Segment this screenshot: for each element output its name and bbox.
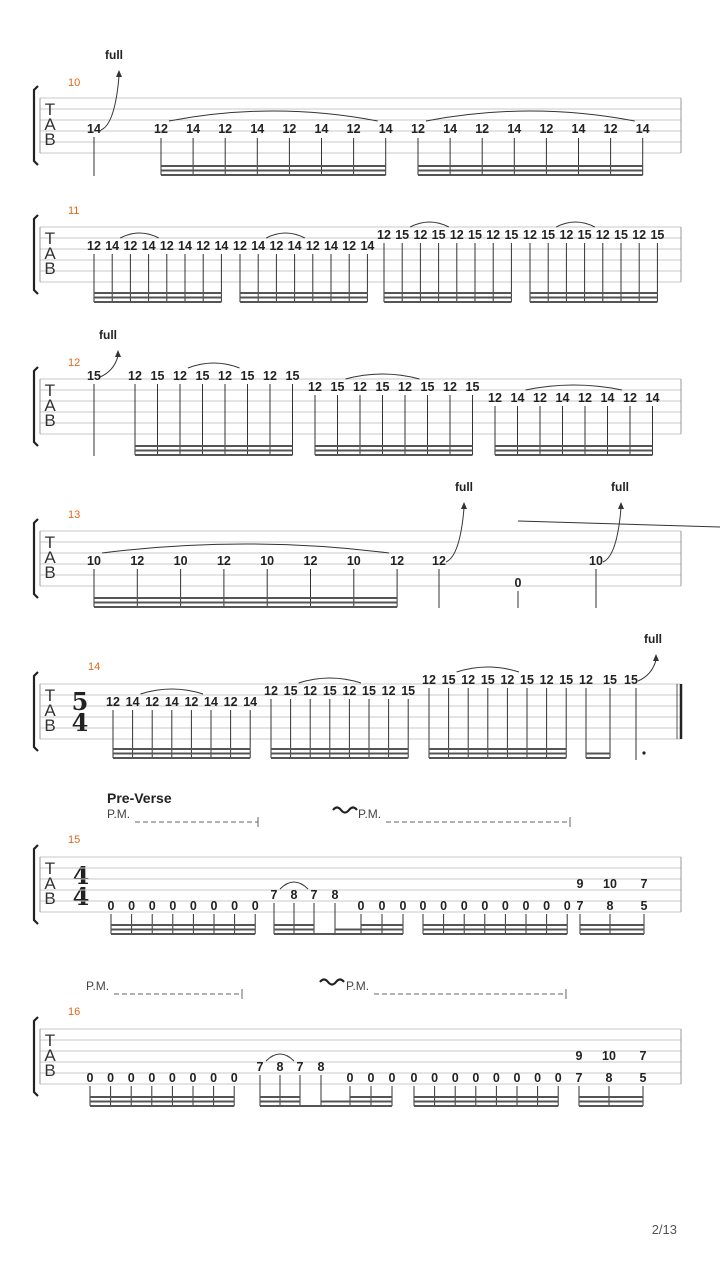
fret-number: 12 [390, 554, 405, 568]
fret-number: 0 [388, 1071, 396, 1085]
fret-number: 12 [449, 228, 464, 242]
measure-number: 12 [68, 357, 81, 369]
fret-number: 14 [635, 122, 650, 136]
fret-number: 0 [357, 899, 365, 913]
palm-mute-label: P.M. [107, 807, 131, 821]
fret-number: 12 [173, 369, 187, 383]
fret-number: 14 [510, 391, 525, 405]
palm-mute-label: P.M. [346, 979, 370, 993]
fret-number: 15 [322, 684, 337, 698]
fret-number: 15 [362, 684, 376, 698]
time-sig-bottom: 4 [72, 882, 90, 911]
bend-arrow [653, 654, 659, 661]
fret-number: 12 [539, 122, 554, 136]
fret-number: 14 [555, 391, 570, 405]
fret-number: 0 [189, 1071, 197, 1085]
system-bracket [34, 215, 38, 294]
fret-number: 0 [514, 576, 522, 590]
fret-number: 15 [375, 380, 390, 394]
fret-number: 0 [419, 899, 427, 913]
time-sig-top: 4 [72, 861, 90, 890]
vibrato-mark [320, 980, 344, 985]
fret-number: 12 [413, 228, 428, 242]
fret-number: 14 [645, 391, 660, 405]
fret-number: 12 [346, 122, 361, 136]
fret-number: 15 [283, 684, 298, 698]
tab-clef-letter: B [44, 130, 56, 149]
fret-number: 15 [431, 228, 446, 242]
measure-number: 14 [88, 661, 101, 673]
fret-number: 12 [218, 369, 232, 383]
fret-number: 0 [492, 1071, 500, 1085]
slur [141, 689, 203, 694]
fret-number: 14 [324, 239, 338, 253]
fret-number: 15 [87, 369, 101, 383]
system-bracket [34, 1017, 38, 1096]
system-bracket [34, 519, 38, 598]
fret-number: 0 [128, 899, 136, 913]
slur [266, 233, 305, 238]
tab-clef-letter: A [44, 701, 56, 720]
fret-number: 12 [233, 239, 247, 253]
bend-arrow [115, 350, 121, 357]
slur [188, 363, 240, 368]
tab-clef-letter: A [44, 1046, 56, 1065]
fret-number: 12 [269, 239, 284, 253]
measure-number: 16 [68, 1006, 81, 1018]
fret-number: 12 [432, 554, 446, 568]
fret-number: 8 [331, 888, 339, 902]
vibrato-mark [333, 808, 357, 813]
fret-number: 15 [624, 673, 638, 687]
tab-clef-letter: T [44, 859, 56, 878]
fret-number: 0 [534, 1071, 542, 1085]
fret-number: 14 [600, 391, 615, 405]
palm-mute-label: P.M. [358, 807, 382, 821]
fret-number: 0 [168, 1071, 176, 1085]
fret-number: 0 [543, 899, 551, 913]
fret-number: 12 [303, 554, 318, 568]
fret-number: 0 [399, 899, 407, 913]
fret-number: 8 [606, 899, 614, 913]
fret-number: 0 [169, 899, 177, 913]
measure-number: 13 [68, 509, 81, 521]
slur [120, 233, 159, 238]
tab-clef-letter: T [44, 381, 56, 400]
fret-number: 14 [186, 122, 201, 136]
bend-label: full [455, 480, 473, 494]
slur [102, 544, 389, 553]
fret-number: 0 [522, 899, 530, 913]
fret-number: 12 [500, 673, 515, 687]
fret-number: 15 [395, 228, 410, 242]
fret-number: 8 [290, 888, 298, 902]
time-sig-top: 5 [71, 687, 89, 716]
dot [642, 751, 645, 754]
fret-number: 0 [230, 1071, 238, 1085]
fret-number: 14 [250, 122, 265, 136]
fret-number: 12 [523, 228, 537, 242]
fret-number: 7 [270, 888, 278, 902]
fret-number: 7 [310, 888, 318, 902]
fret-number: 15 [401, 684, 416, 698]
fret-number: 12 [595, 228, 610, 242]
fret-number: 12 [539, 673, 554, 687]
fret-number: 8 [276, 1060, 284, 1074]
fret-number: 0 [481, 899, 489, 913]
fret-number: 0 [107, 1071, 115, 1085]
tab-clef-letter: B [44, 889, 56, 908]
tab-clef-letter: T [44, 100, 56, 119]
fret-number: 9 [576, 877, 584, 891]
fret-number: 0 [189, 899, 197, 913]
fret-number: 14 [571, 122, 586, 136]
fret-number: 0 [554, 1071, 562, 1085]
fret-number: 12 [632, 228, 647, 242]
tab-clef-letter: B [44, 716, 56, 735]
fret-number: 9 [575, 1049, 583, 1063]
fret-number: 15 [541, 228, 556, 242]
fret-number: 12 [218, 122, 233, 136]
fret-number: 12 [422, 673, 436, 687]
fret-number: 15 [603, 673, 617, 687]
tab-clef-letter: B [44, 563, 56, 582]
bend-curve [101, 76, 119, 130]
fret-number: 12 [559, 228, 574, 242]
fret-number: 12 [184, 695, 199, 709]
fret-number: 14 [125, 695, 140, 709]
fret-number: 12 [196, 239, 211, 253]
fret-number: 15 [468, 228, 482, 242]
fret-number: 12 [305, 239, 320, 253]
fret-number: 12 [308, 380, 322, 394]
fret-number: 15 [504, 228, 519, 242]
time-sig-bottom: 4 [71, 708, 89, 737]
bend-curve [446, 508, 464, 562]
slur [556, 222, 595, 227]
bend-curve [603, 508, 621, 562]
fret-number: 15 [420, 380, 435, 394]
fret-number: 14 [141, 239, 156, 253]
section-label: Pre-Verse [107, 790, 172, 806]
fret-number: 0 [148, 899, 156, 913]
fret-number: 0 [378, 899, 386, 913]
fret-number: 15 [150, 369, 165, 383]
fret-number: 0 [210, 899, 218, 913]
fret-number: 12 [353, 380, 367, 394]
fret-number: 15 [195, 369, 210, 383]
palm-mute-label: P.M. [86, 979, 110, 993]
system-bracket [34, 672, 38, 751]
fret-number: 14 [443, 122, 458, 136]
fret-number: 0 [231, 899, 239, 913]
fret-number: 14 [314, 122, 329, 136]
measure-number: 15 [68, 834, 81, 846]
fret-number: 15 [465, 380, 480, 394]
fret-number: 0 [127, 1071, 135, 1085]
tab-clef-letter: B [44, 259, 56, 278]
fret-number: 10 [87, 554, 101, 568]
fret-number: 15 [559, 673, 574, 687]
fret-number: 12 [381, 684, 396, 698]
fret-number: 15 [285, 369, 300, 383]
measure-number: 11 [68, 205, 80, 217]
fret-number: 12 [488, 391, 502, 405]
slur [457, 667, 519, 672]
system-bracket [34, 845, 38, 924]
tab-clef-letter: T [44, 533, 56, 552]
fret-number: 12 [623, 391, 637, 405]
fret-number: 12 [106, 695, 120, 709]
tab-clef-letter: A [44, 874, 56, 893]
bend-arrow [618, 502, 624, 509]
fret-number: 12 [87, 239, 101, 253]
fret-number: 12 [123, 239, 138, 253]
fret-number: 12 [128, 369, 142, 383]
tab-clef-letter: A [44, 244, 56, 263]
tab-clef-letter: B [44, 411, 56, 430]
fret-number: 0 [501, 899, 509, 913]
fret-number: 0 [472, 1071, 480, 1085]
fret-number: 12 [603, 122, 618, 136]
fret-number: 15 [240, 369, 255, 383]
fret-number: 5 [639, 1071, 647, 1085]
fret-number: 14 [251, 239, 266, 253]
tab-clef-letter: T [44, 229, 56, 248]
bend-curve [638, 660, 656, 681]
fret-number: 12 [486, 228, 501, 242]
fret-number: 5 [640, 899, 648, 913]
bend-arrow [116, 70, 122, 77]
fret-number: 12 [398, 380, 412, 394]
fret-number: 0 [210, 1071, 218, 1085]
fret-number: 0 [148, 1071, 156, 1085]
fret-number: 10 [260, 554, 275, 568]
fret-number: 0 [440, 899, 448, 913]
fret-number: 12 [216, 554, 231, 568]
fret-number: 12 [154, 122, 168, 136]
fret-number: 15 [480, 673, 495, 687]
bend-label: full [611, 480, 629, 494]
bend-arrow [461, 502, 467, 509]
slur [526, 385, 623, 390]
tab-clef-letter: A [44, 548, 56, 567]
fret-number: 12 [303, 684, 318, 698]
fret-number: 12 [342, 239, 357, 253]
fret-number: 14 [360, 239, 375, 253]
fret-number: 14 [507, 122, 522, 136]
fret-number: 12 [461, 673, 476, 687]
fret-number: 7 [576, 899, 584, 913]
system-bracket [34, 367, 38, 446]
fret-number: 15 [330, 380, 345, 394]
fret-number: 0 [346, 1071, 354, 1085]
fret-number: 0 [410, 1071, 418, 1085]
fret-number: 14 [378, 122, 393, 136]
fret-number: 0 [251, 899, 259, 913]
fret-number: 0 [460, 899, 468, 913]
fret-number: 0 [451, 1071, 459, 1085]
fret-number: 14 [204, 695, 218, 709]
fret-number: 0 [107, 899, 115, 913]
fret-number: 12 [223, 695, 238, 709]
fret-number: 14 [214, 239, 229, 253]
fret-number: 7 [640, 877, 648, 891]
fret-number: 15 [650, 228, 665, 242]
fret-number: 12 [342, 684, 357, 698]
bend-label: full [105, 48, 123, 62]
fret-number: 15 [520, 673, 534, 687]
fret-number: 15 [577, 228, 592, 242]
fret-number: 14 [178, 239, 192, 253]
page-number: 2/13 [651, 1222, 677, 1237]
fret-number: 0 [563, 899, 571, 913]
fret-number: 10 [603, 877, 617, 891]
slur [299, 678, 361, 683]
fret-number: 8 [317, 1060, 325, 1074]
tab-clef-letter: B [44, 1061, 56, 1080]
bend-label: full [644, 632, 662, 646]
bend-label: full [99, 328, 117, 342]
fret-number: 12 [264, 684, 278, 698]
fret-number: 12 [533, 391, 547, 405]
fret-number: 12 [579, 673, 593, 687]
fret-number: 15 [614, 228, 628, 242]
tab-clef-letter: A [44, 115, 56, 134]
measure-number: 10 [68, 77, 81, 89]
fret-number: 12 [411, 122, 425, 136]
tab-clef-letter: A [44, 396, 56, 415]
fret-number: 12 [159, 239, 174, 253]
fret-number: 7 [256, 1060, 264, 1074]
fret-number: 10 [173, 554, 188, 568]
system-bracket [34, 86, 38, 165]
fret-number: 0 [513, 1071, 521, 1085]
tab-clef-letter: T [44, 686, 56, 705]
fret-number: 8 [605, 1071, 613, 1085]
fret-number: 12 [377, 228, 391, 242]
bend-curve [100, 356, 118, 377]
fret-number: 12 [130, 554, 145, 568]
fret-number: 12 [475, 122, 490, 136]
fret-number: 10 [602, 1049, 616, 1063]
fret-number: 14 [243, 695, 258, 709]
slur [346, 374, 420, 379]
fret-number: 7 [296, 1060, 304, 1074]
tab-clef-letter: T [44, 1031, 56, 1050]
fret-number: 14 [287, 239, 302, 253]
slur [410, 222, 449, 227]
fret-number: 12 [578, 391, 592, 405]
fret-number: 14 [105, 239, 120, 253]
fret-number: 15 [441, 673, 456, 687]
fret-number: 14 [164, 695, 179, 709]
fret-number: 7 [575, 1071, 583, 1085]
fret-number: 0 [367, 1071, 375, 1085]
fret-number: 12 [443, 380, 457, 394]
fret-number: 0 [431, 1071, 439, 1085]
fret-number: 12 [145, 695, 160, 709]
fret-number: 10 [346, 554, 361, 568]
fret-number: 7 [639, 1049, 647, 1063]
fret-number: 12 [282, 122, 297, 136]
fret-number: 14 [87, 122, 101, 136]
fret-number: 12 [263, 369, 277, 383]
fret-number: 0 [86, 1071, 94, 1085]
fret-number: 10 [589, 554, 603, 568]
